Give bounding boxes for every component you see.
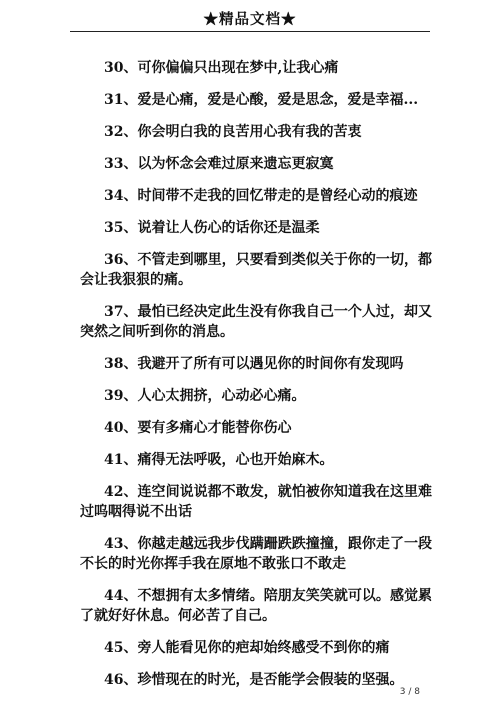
- item-text: 不管走到哪里，只要看到类似关于你的一切，都会让我狠狠的痛。: [80, 252, 432, 288]
- item-number: 35、: [104, 220, 138, 236]
- item-number: 44、: [104, 588, 138, 604]
- item-number: 41、: [104, 452, 138, 468]
- quote-list: [80, 58, 432, 702]
- list-item: [80, 58, 432, 78]
- item-number: 39、: [104, 388, 138, 404]
- item-text: 要有多痛心才能替你伤心: [137, 420, 292, 436]
- item-number: 31、: [104, 92, 138, 108]
- item-text: 连空间说说都不敢发，就怕被你知道我在这里难过呜咽得说不出话: [80, 484, 432, 520]
- item-number: 32、: [104, 124, 138, 140]
- item-text: 人心太拥挤，心动必心痛。: [137, 388, 306, 404]
- list-item: [80, 186, 432, 206]
- item-text: 我避开了所有可以遇见你的时间你有发现吗: [137, 356, 404, 372]
- list-item: [80, 586, 432, 626]
- item-number: 45、: [104, 640, 138, 656]
- header-divider: [70, 31, 430, 32]
- list-item: [80, 218, 432, 238]
- item-text: 珍惜现在的时光，是否能学会假装的坚强。: [137, 672, 404, 688]
- list-item: [80, 386, 432, 406]
- item-text: 爱是心痛，爱是心酸，爱是思念，爱是幸福...: [137, 92, 419, 108]
- list-item: [80, 670, 432, 690]
- list-item: [80, 354, 432, 374]
- item-text: 最怕已经决定此生没有你我自己一个人过，却又突然之间听到你的消息。: [80, 304, 432, 340]
- item-number: 43、: [104, 536, 138, 552]
- item-number: 36、: [104, 252, 138, 268]
- item-text: 你会明白我的良苦用心我有我的苦衷: [137, 124, 362, 140]
- item-number: 34、: [104, 188, 138, 204]
- list-item: [80, 638, 432, 658]
- item-text: 你越走越远我步伐蹒跚跌跌撞撞，跟你走了一段不长的时光你挥手我在原地不敢张口不敢走: [80, 536, 432, 572]
- item-text: 说着让人伤心的话你还是温柔: [137, 220, 320, 236]
- list-item: [80, 122, 432, 142]
- list-item: [80, 418, 432, 438]
- item-number: 38、: [104, 356, 138, 372]
- list-item: [80, 154, 432, 174]
- item-number: 37、: [104, 304, 138, 320]
- list-item: [80, 250, 432, 290]
- item-number: 30、: [104, 60, 138, 76]
- list-item: [80, 90, 432, 110]
- item-number: 46、: [104, 672, 138, 688]
- list-item: [80, 450, 432, 470]
- list-item: [80, 302, 432, 342]
- page-number: 3 / 8: [399, 687, 420, 697]
- list-item: [80, 482, 432, 522]
- item-number: 40、: [104, 420, 138, 436]
- item-text: 旁人能看见你的疤却始终感受不到你的痛: [137, 640, 390, 656]
- item-text: 时间带不走我的回忆带走的是曾经心动的痕迹: [137, 188, 418, 204]
- item-number: 33、: [104, 156, 138, 172]
- item-text: 不想拥有太多情绪。陪朋友笑笑就可以。感觉累了就好好休息。何必苦了自己。: [80, 588, 432, 624]
- item-text: 可你偏偏只出现在梦中,让我心痛: [137, 60, 339, 76]
- item-text: 以为怀念会难过原来遗忘更寂寞: [137, 156, 334, 172]
- document-header: ★精品文档★: [203, 11, 297, 28]
- item-number: 42、: [104, 484, 138, 500]
- item-text: 痛得无法呼吸，心也开始麻木。: [137, 452, 334, 468]
- list-item: [80, 534, 432, 574]
